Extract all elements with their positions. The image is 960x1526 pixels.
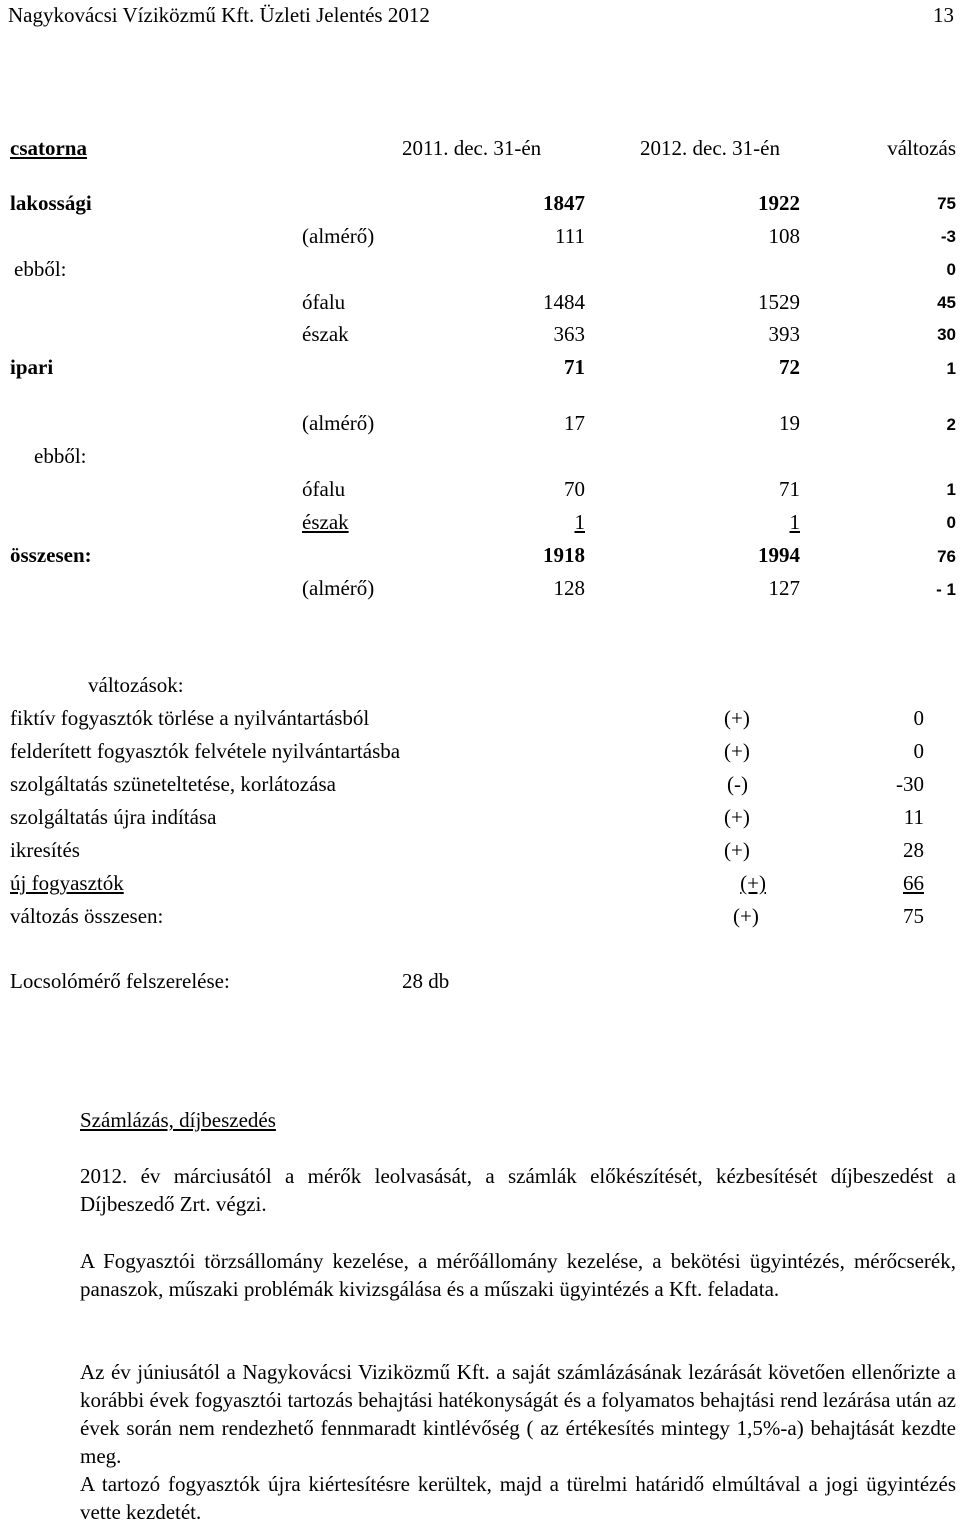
- col-change-header: változás: [887, 136, 956, 160]
- row-label: összesen:: [10, 543, 92, 567]
- section-title: csatorna: [10, 136, 87, 160]
- row-sublabel: észak: [302, 322, 349, 346]
- billing-paragraph-2: A Fogyasztói törzsállomány kezelése, a mérőállomány kezelése, a bekötési ügyintézés, mérőcserék, panaszok, műszaki problémák kivizsgálása és a műszaki ügyintézés a Kft. feladata.: [80, 1249, 956, 1301]
- change-value: 0: [913, 739, 924, 763]
- change-label: felderített fogyasztók felvétele nyilvántartásba: [10, 739, 401, 763]
- cell-change: 30: [937, 325, 956, 344]
- change-label: fiktív fogyasztók törlése a nyilvántartásból: [10, 706, 370, 730]
- change-value: 11: [903, 805, 924, 829]
- changes-heading: változások:: [88, 673, 184, 697]
- row-sublabel: ófalu: [302, 290, 346, 314]
- col-2012-header: 2012. dec. 31-én: [640, 136, 780, 160]
- billing-paragraph-3: Az év júniusától a Nagykovácsi Viziközmű Kft. a saját számlázásának lezárását követően ellenőrizte a korábbi évek fogyasztói tartozás behajtási hatékonyságát és a folyamatos behajtási rend lezárása után az évek során nem rendezhető fennmaradt kintlévőség ( az értékesítés mintegy 1,5%-a) behajtását kezdte meg.: [80, 1360, 956, 1468]
- cell-change: 2: [946, 415, 956, 434]
- row-label: ebből:: [34, 444, 87, 468]
- change-sign: (+): [724, 706, 750, 730]
- cell-2012: 1: [789, 510, 800, 534]
- cell-change: 0: [946, 513, 956, 532]
- change-sign: (-): [727, 772, 748, 796]
- row-sublabel: észak: [302, 510, 349, 534]
- cell-change: - 1: [936, 580, 956, 599]
- row-sublabel: (almérő): [302, 576, 375, 600]
- change-value: 0: [913, 706, 924, 730]
- billing-heading: Számlázás, díjbeszedés: [80, 1108, 276, 1132]
- cell-2012: 1529: [758, 290, 800, 314]
- change-sign: (+): [724, 805, 750, 829]
- cell-2011: 17: [564, 411, 585, 435]
- meter-label: Locsolómérő felszerelése:: [10, 969, 230, 993]
- billing-paragraph-4: A tartozó fogyasztók újra kiértesítésre kerültek, majd a türelmi határidő elmúltával a jogi ügyintézés vette kezdetét.: [80, 1472, 956, 1524]
- change-label: szolgáltatás szüneteltetése, korlátozása: [10, 772, 336, 796]
- col-2011-header: 2011. dec. 31-én: [402, 136, 542, 160]
- cell-2012: 108: [768, 224, 800, 248]
- cell-2012: 127: [768, 576, 800, 600]
- change-value: 28: [903, 838, 924, 862]
- cell-2011: 71: [564, 355, 585, 379]
- cell-2011: 1: [574, 510, 585, 534]
- row-sublabel: (almérő): [302, 224, 375, 248]
- cell-change: 76: [937, 547, 956, 566]
- change-label: ikresítés: [10, 838, 80, 862]
- cell-2011: 1918: [543, 543, 585, 567]
- cell-change: 0: [946, 260, 956, 279]
- row-label: ebből:: [14, 257, 67, 281]
- billing-paragraph-1: 2012. év márciusától a mérők leolvasását, a számlák előkészítését, kézbesítését díjbeszedést a Díjbeszedő Zrt. végzi.: [80, 1164, 956, 1216]
- change-value: -30: [896, 772, 924, 796]
- meter-value: 28 db: [402, 969, 450, 993]
- change-sign: (+): [724, 739, 750, 763]
- change-sign: (+): [733, 904, 759, 928]
- change-value: 66: [903, 871, 924, 895]
- change-value: 75: [903, 904, 924, 928]
- cell-2011: 70: [564, 477, 585, 501]
- cell-change: 1: [946, 480, 956, 499]
- page-header-title: Nagykovácsi Víziközmű Kft. Üzleti Jelentés 2012: [8, 3, 430, 27]
- cell-change: 75: [937, 194, 956, 213]
- row-sublabel: (almérő): [302, 411, 375, 435]
- cell-2011: 363: [553, 322, 585, 346]
- cell-2012: 71: [779, 477, 800, 501]
- change-label: szolgáltatás újra indítása: [10, 805, 217, 829]
- row-label: lakossági: [10, 191, 92, 215]
- cell-2011: 111: [555, 224, 585, 248]
- cell-2012: 1994: [758, 543, 800, 567]
- row-sublabel: ófalu: [302, 477, 346, 501]
- cell-change: 1: [946, 359, 956, 378]
- cell-change: 45: [937, 293, 956, 312]
- cell-change: -3: [940, 227, 956, 246]
- cell-2011: 1484: [543, 290, 585, 314]
- change-sign: (+): [724, 838, 750, 862]
- cell-2012: 393: [768, 322, 800, 346]
- cell-2012: 1922: [758, 191, 800, 215]
- cell-2011: 1847: [543, 191, 585, 215]
- cell-2012: 19: [779, 411, 800, 435]
- cell-2011: 128: [553, 576, 585, 600]
- change-label: új fogyasztók: [10, 871, 124, 895]
- change-sign: (+): [740, 871, 766, 895]
- page-number: 13: [933, 3, 954, 27]
- change-label: változás összesen:: [10, 904, 164, 928]
- row-label: ipari: [10, 355, 54, 379]
- cell-2012: 72: [779, 355, 800, 379]
